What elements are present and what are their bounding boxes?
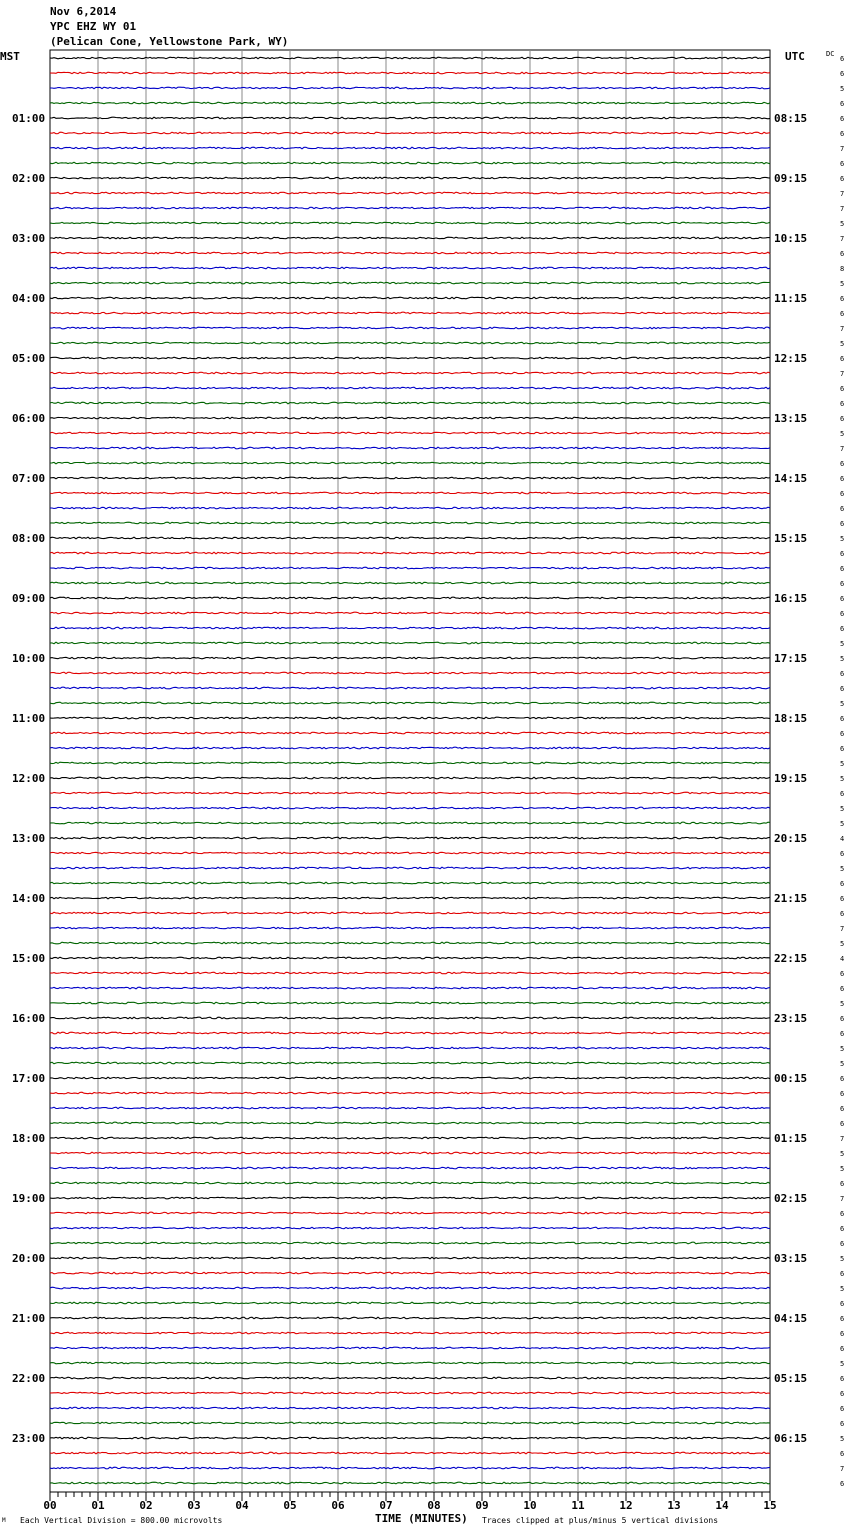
seismic-trace [50,1437,770,1439]
utc-hour-label: 12:15 [774,352,808,365]
plot-frame [50,50,770,1492]
dc-offset-value: 5 [840,1000,845,1008]
dc-offset-value: 6 [840,970,845,978]
dc-offset-value: 7 [840,325,845,333]
dc-offset-value: 6 [840,1345,845,1353]
dc-offset-value: 5 [840,760,845,768]
dc-offset-value: 6 [840,550,845,558]
dc-offset-value: 6 [840,160,845,168]
mst-hour-label: 17:00 [12,1072,46,1085]
dc-offset-value: 5 [840,775,845,783]
dc-offset-value: 5 [840,535,845,543]
seismic-trace [50,612,770,614]
utc-hour-label: 05:15 [774,1372,808,1385]
dc-offset-value: 6 [840,730,845,738]
seismic-trace [50,867,770,869]
dc-offset-value: 5 [840,85,845,93]
dc-offset-value: 6 [840,475,845,483]
dc-offset-value: 6 [840,460,845,468]
utc-hour-label: 13:15 [774,412,808,425]
seismic-trace [50,492,770,494]
dc-offset-value: 5 [840,640,845,648]
dc-offset-value: 5 [840,1255,845,1263]
utc-hour-label: 02:15 [774,1192,808,1205]
seismic-trace [50,1047,770,1049]
utc-hour-label: 18:15 [774,712,808,725]
utc-hour-label: 21:15 [774,892,808,905]
seismic-trace [50,342,770,344]
x-tick-label: 07 [379,1499,393,1512]
x-tick-label: 03 [187,1499,201,1512]
utc-hour-label: 00:15 [774,1072,808,1085]
seismic-trace [50,57,770,59]
dc-offset-value: 6 [840,745,845,753]
utc-hour-label: 01:15 [774,1132,808,1145]
utc-hour-label: 10:15 [774,232,808,245]
dc-offset-value: 5 [840,1435,845,1443]
dc-offset-value: 5 [840,1060,845,1068]
dc-offset-value: 5 [840,220,845,228]
station-code: YPC EHZ WY 01 [50,20,137,33]
x-tick-label: 14 [715,1499,729,1512]
seismic-trace [50,987,770,989]
dc-offset-value: 6 [840,1315,845,1323]
seismic-trace [50,1167,770,1169]
dc-offset-value: 7 [840,190,845,198]
dc-offset-value: 6 [840,1405,845,1413]
seismic-trace [50,402,770,404]
mst-hour-label: 13:00 [12,832,46,845]
seismic-trace [50,1302,770,1304]
seismic-trace [50,657,770,659]
dc-offset-value: 4 [840,835,845,843]
seismic-trace [50,1422,770,1424]
seismic-trace [50,1377,770,1379]
dc-offset-value: 6 [840,790,845,798]
seismic-trace [50,1152,770,1154]
dc-offset-value: 5 [840,1045,845,1053]
dc-offset-value: 6 [840,1390,845,1398]
seismic-trace [50,207,770,209]
dc-offset-value: 6 [840,100,845,108]
x-tick-label: 15 [763,1499,777,1512]
dc-offset-value: 5 [840,700,845,708]
seismic-trace [50,432,770,434]
seismic-trace [50,1002,770,1004]
seismic-trace [50,87,770,89]
utc-hour-label: 16:15 [774,592,808,605]
dc-offset-value: 7 [840,370,845,378]
utc-hour-label: 09:15 [774,172,808,185]
seismic-trace [50,252,770,254]
seismic-trace [50,1482,770,1484]
utc-hour-label: 15:15 [774,532,808,545]
dc-offset-value: 6 [840,175,845,183]
seismic-trace [50,1122,770,1124]
dc-offset-value: 7 [840,445,845,453]
seismic-trace [50,327,770,329]
seismic-trace [50,102,770,104]
dc-offset-value: 6 [840,250,845,258]
dc-offset-value: 6 [840,385,845,393]
scale-note: Each Vertical Division = 800.00 microvolts [20,1516,223,1525]
utc-hour-label: 23:15 [774,1012,808,1025]
seismic-trace [50,1362,770,1364]
seismic-trace [50,297,770,299]
mst-hour-label: 12:00 [12,772,46,785]
seismic-trace [50,1227,770,1229]
seismic-trace [50,72,770,74]
mst-hour-label: 09:00 [12,592,46,605]
dc-offset-value: 6 [840,625,845,633]
seismic-trace [50,162,770,164]
utc-hour-label: 03:15 [774,1252,808,1265]
dc-offset-value: 6 [840,490,845,498]
dc-offset-value: 6 [840,400,845,408]
utc-hour-label: 22:15 [774,952,808,965]
utc-hour-label: 19:15 [774,772,808,785]
dc-offset-value: 8 [840,265,845,273]
seismic-trace [50,1452,770,1454]
dc-offset-value: 6 [840,355,845,363]
dc-offset-value: 5 [840,340,845,348]
seismic-trace [50,1017,770,1019]
seismic-trace [50,1317,770,1319]
mst-hour-label: 06:00 [12,412,46,425]
seismic-trace [50,477,770,479]
seismic-trace [50,537,770,539]
dc-offset-value: 6 [840,1375,845,1383]
dc-offset-value: 6 [840,595,845,603]
dc-offset-value: 6 [840,985,845,993]
mst-hour-label: 07:00 [12,472,46,485]
utc-hour-label: 04:15 [774,1312,808,1325]
dc-offset-value: 6 [840,685,845,693]
seismic-trace [50,1407,770,1409]
dc-offset-value: 6 [840,565,845,573]
seismic-trace [50,1062,770,1064]
mst-hour-label: 04:00 [12,292,46,305]
dc-offset-value: 7 [840,235,845,243]
utc-hour-label: 06:15 [774,1432,808,1445]
plot-date: Nov 6,2014 [50,5,117,18]
dc-offset-value: 6 [840,130,845,138]
dc-offset-value: 5 [840,1165,845,1173]
seismic-trace [50,837,770,839]
seismic-trace [50,957,770,959]
x-tick-label: 09 [475,1499,489,1512]
seismic-trace [50,1137,770,1139]
seismic-trace [50,672,770,674]
x-tick-label: 11 [571,1499,585,1512]
mst-hour-label: 03:00 [12,232,46,245]
seismic-trace [50,762,770,764]
dc-offset-value: 6 [840,1210,845,1218]
dc-offset-value: 5 [840,280,845,288]
mst-hour-label: 21:00 [12,1312,46,1325]
dc-offset-value: 6 [840,415,845,423]
seismic-trace [50,942,770,944]
x-tick-label: 01 [91,1499,105,1512]
dc-offset-value: 5 [840,1360,845,1368]
seismic-trace [50,507,770,509]
seismic-trace [50,282,770,284]
utc-hour-label: 14:15 [774,472,808,485]
seismic-trace [50,1257,770,1259]
seismic-trace [50,1332,770,1334]
seismic-trace [50,1077,770,1079]
x-tick-label: 00 [43,1499,57,1512]
seismic-trace [50,552,770,554]
mst-hour-label: 01:00 [12,112,46,125]
seismic-trace [50,387,770,389]
seismic-trace [50,747,770,749]
seismic-trace [50,447,770,449]
left-timezone-label: MST [0,50,20,63]
mst-hour-label: 19:00 [12,1192,46,1205]
seismic-trace [50,717,770,719]
dc-offset-value: 6 [840,850,845,858]
dc-offset-value: 6 [840,1240,845,1248]
x-tick-label: 13 [667,1499,681,1512]
seismic-trace [50,897,770,899]
dc-offset-value: 6 [840,910,845,918]
seismic-trace [50,132,770,134]
utc-hour-label: 08:15 [774,112,808,125]
dc-offset-value: 5 [840,940,845,948]
dc-offset-value: 6 [840,310,845,318]
seismic-trace [50,972,770,974]
mst-hour-label: 11:00 [12,712,46,725]
x-tick-label: 06 [331,1499,345,1512]
dc-offset-value: 4 [840,955,845,963]
seismic-trace [50,1242,770,1244]
dc-offset-value: 5 [840,430,845,438]
dc-offset-value: 6 [840,295,845,303]
seismic-trace [50,1212,770,1214]
seismic-trace [50,522,770,524]
seismic-trace [50,687,770,689]
seismic-trace [50,597,770,599]
mst-hour-label: 16:00 [12,1012,46,1025]
dc-offset-value: 6 [840,880,845,888]
station-location: (Pelican Cone, Yellowstone Park, WY) [50,35,289,48]
dc-offset-value: 6 [840,1030,845,1038]
dc-offset-value: 6 [840,1420,845,1428]
seismic-trace [50,627,770,629]
dc-offset-value: 6 [840,1105,845,1113]
dc-offset-value: 6 [840,1120,845,1128]
mst-hour-label: 23:00 [12,1432,46,1445]
corner-mark: M [2,1517,6,1524]
seismic-trace [50,1092,770,1094]
dc-offset-value: 6 [840,1090,845,1098]
dc-offset-value: 5 [840,865,845,873]
mst-hour-label: 15:00 [12,952,46,965]
dc-offset-value: 6 [840,895,845,903]
seismic-trace [50,1107,770,1109]
dc-offset-value: 7 [840,145,845,153]
x-tick-label: 12 [619,1499,633,1512]
dc-offset-value: 6 [840,1330,845,1338]
dc-offset-value: 6 [840,1450,845,1458]
seismic-trace [50,642,770,644]
seismic-trace [50,582,770,584]
seismic-trace [50,192,770,194]
mst-hour-label: 22:00 [12,1372,46,1385]
x-tick-label: 02 [139,1499,153,1512]
seismic-trace [50,117,770,119]
right-timezone-label: UTC [785,50,805,63]
dc-offset-value: 5 [840,805,845,813]
dc-offset-value: 5 [840,1150,845,1158]
dc-column-label: DC [826,50,835,58]
seismic-trace [50,807,770,809]
x-tick-label: 05 [283,1499,297,1512]
dc-offset-value: 6 [840,580,845,588]
seismic-trace [50,177,770,179]
dc-offset-value: 7 [840,205,845,213]
utc-hour-label: 17:15 [774,652,808,665]
dc-offset-value: 6 [840,1075,845,1083]
seismic-trace [50,567,770,569]
seismic-trace [50,312,770,314]
mst-hour-label: 05:00 [12,352,46,365]
dc-offset-value: 7 [840,1465,845,1473]
seismic-trace [50,852,770,854]
seismic-trace [50,222,770,224]
seismic-trace [50,357,770,359]
dc-offset-value: 7 [840,1195,845,1203]
dc-offset-value: 6 [840,610,845,618]
seismic-trace [50,777,770,779]
seismic-trace [50,1182,770,1184]
seismic-trace [50,912,770,914]
dc-offset-value: 6 [840,1300,845,1308]
dc-offset-value: 6 [840,520,845,528]
seismic-trace [50,372,770,374]
seismic-trace [50,822,770,824]
seismic-trace [50,702,770,704]
dc-offset-value: 6 [840,1480,845,1488]
dc-offset-value: 6 [840,715,845,723]
mst-hour-label: 20:00 [12,1252,46,1265]
seismic-trace [50,1032,770,1034]
x-axis-title: TIME (MINUTES) [375,1512,468,1525]
seismic-trace [50,1467,770,1469]
mst-hour-label: 14:00 [12,892,46,905]
utc-hour-label: 20:15 [774,832,808,845]
dc-offset-value: 5 [840,820,845,828]
seismic-trace [50,927,770,929]
mst-hour-label: 10:00 [12,652,46,665]
clip-note: Traces clipped at plus/minus 5 vertical divisions [482,1516,719,1525]
seismic-trace [50,1272,770,1274]
dc-offset-value: 6 [840,115,845,123]
dc-offset-value: 6 [840,1270,845,1278]
dc-offset-value: 6 [840,55,845,63]
seismic-trace [50,267,770,269]
mst-hour-label: 18:00 [12,1132,46,1145]
seismic-trace [50,792,770,794]
mst-hour-label: 08:00 [12,532,46,545]
dc-offset-value: 6 [840,1015,845,1023]
dc-offset-value: 5 [840,1285,845,1293]
seismic-trace [50,1347,770,1349]
seismic-trace [50,1287,770,1289]
dc-offset-value: 6 [840,1225,845,1233]
dc-offset-value: 6 [840,670,845,678]
dc-offset-value: 7 [840,1135,845,1143]
dc-offset-value: 5 [840,655,845,663]
dc-offset-value: 7 [840,925,845,933]
mst-hour-label: 02:00 [12,172,46,185]
dc-offset-value: 6 [840,505,845,513]
seismic-trace [50,237,770,239]
seismic-trace [50,1392,770,1394]
utc-hour-label: 11:15 [774,292,808,305]
seismic-trace [50,882,770,884]
dc-offset-value: 6 [840,70,845,78]
x-tick-label: 08 [427,1499,441,1512]
seismic-trace [50,147,770,149]
dc-offset-value: 6 [840,1180,845,1188]
seismic-trace [50,417,770,419]
x-tick-label: 04 [235,1499,249,1512]
seismic-trace [50,462,770,464]
seismic-trace [50,732,770,734]
seismic-trace [50,1197,770,1199]
x-tick-label: 10 [523,1499,537,1512]
